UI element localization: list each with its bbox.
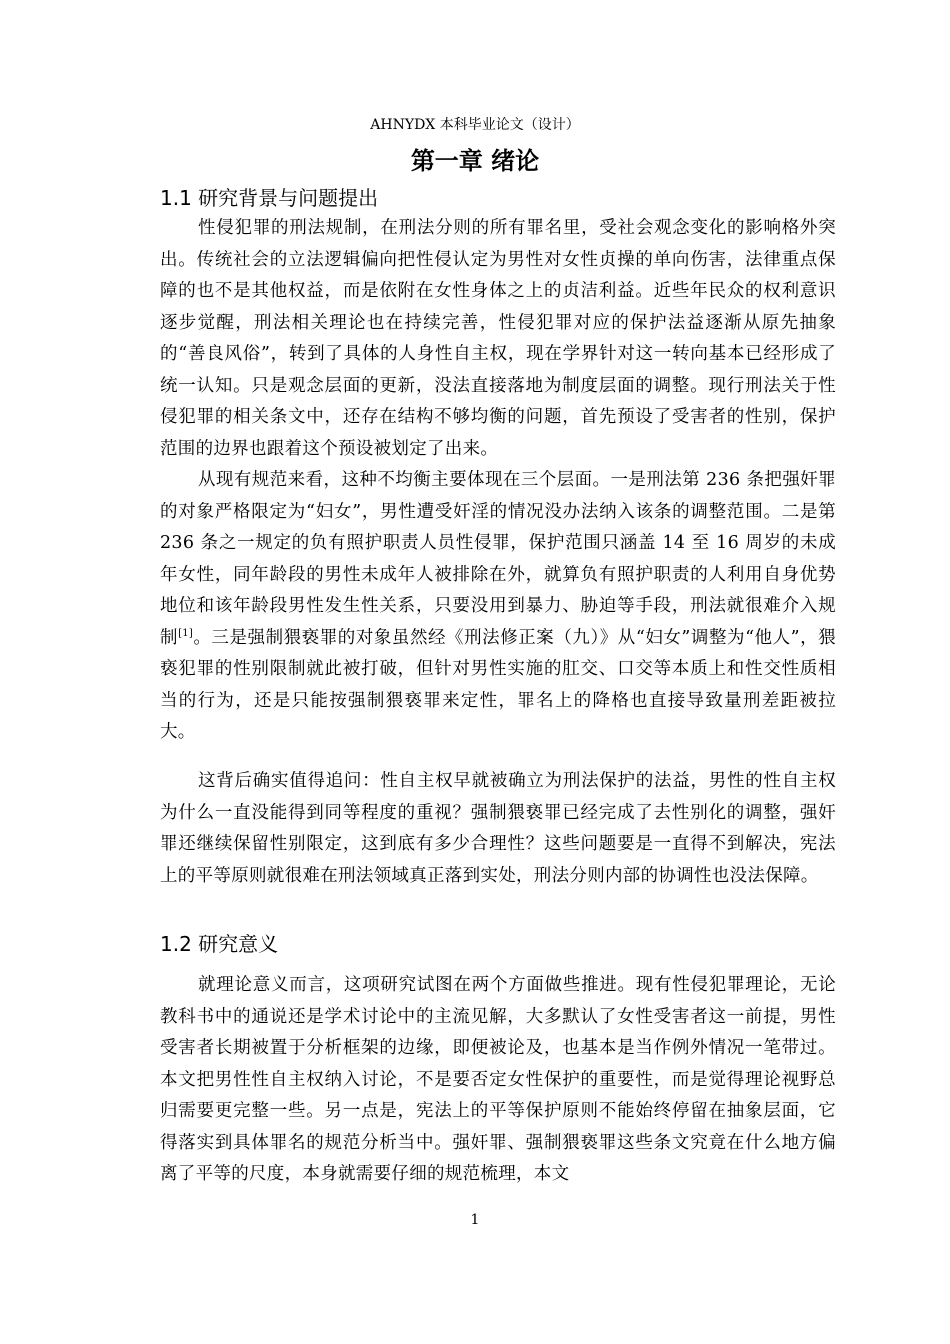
paragraph-4: 就理论意义而言，这项研究试图在两个方面做些推进。现有性侵犯罪理论，无论教科书中的通说还是学术讨论中的主流见解，大多默认了女性受害者这一前提，男性受害者长期被置于分析框架的边缘，即便被论及，也基本是当作例外情况一笔带过。本文把男性性自主权纳入讨论，不是要否定女性保护的重要性，而是觉得理论视野总归需要更完整一些。另一点是，宪法上的平等保护原则不能始终停留在抽象层面，它得落实到具体罪名的规范分析当中。强奸罪、强制猥亵罪这些条文究竟在什么地方偏离了平等的尺度，本身就需要仔细的规范梳理，本文	[160, 975, 836, 1184]
section-heading-1-2: 1.2 研究意义	[160, 932, 279, 956]
paragraph-3: 这背后确实值得追问：性自主权早就被确立为刑法保护的法益，男性的性自主权为什么一直没能得到同等程度的重视？强制猥亵罪已经完成了去性别化的调整，强奸罪还继续保留性别限定，这到底有多少合理性？这些问题要是一直得不到解决，宪法上的平等原则就很难在刑法领域真正落到实处，刑法分则内部的协调性也没法保障。	[160, 771, 836, 886]
paragraph-2-part-b: 。三是强制猥亵罪的对象虽然经《刑法修正案（九）》从“妇女”调整为“他人”，猥亵犯罪的性别限制就此被打破，但针对男性实施的肛交、口交等本质上和性交性质相当的行为，还是只能按强制猥亵罪来定性，罪名上的降格也直接导致量刑差距被拉大。	[160, 627, 836, 742]
chapter-title: 第一章 绪论	[410, 147, 540, 175]
paragraph-1: 性侵犯罪的刑法规制，在刑法分则的所有罪名里，受社会观念变化的影响格外突出。传统社会的立法逻辑偏向把性侵认定为男性对女性贞操的单向伤害，法律重点保障的也不是其他权益，而是依附在女性身体之上的贞洁利益。近些年民众的权利意识逐步觉醒，刑法相关理论也在持续完善，性侵犯罪对应的保护法益逐渐从原先抽象的“善良风俗”，转到了具体的人身性自主权，现在学界针对这一转向基本已经形成了统一认知。只是观念层面的更新，没法直接落地为制度层面的调整。现行刑法关于性侵犯罪的相关条文中，还存在结构不够均衡的问题，首先预设了受害者的性别，保护范围的边界也跟着这个预设被划定了出来。	[160, 218, 836, 459]
paragraph-2	[160, 465, 836, 749]
paragraph-2-part-a: 从现有规范来看，这种不均衡主要体现在三个层面。一是刑法第 236 条把强奸罪的对象严格限定为“妇女”，男性遭受奸淫的情况没办法纳入该条的调整范围。二是第 236 条之一规定的负有照护职责人员性侵罪，保护范围只涵盖 14 至 16 周岁的未成年女性，同年龄段的男性未成年人被排除在外，就算负有照护职责的人利用自身优势地位和该年龄段男性发生性关系，只要没用到暴力、胁迫等手段，刑法就很难介入规制	[160, 470, 836, 648]
section-heading-1-1: 1.1 研究背景与问题提出	[160, 186, 379, 210]
page-header: AHNYDX 本科毕业论文（设计）	[370, 117, 580, 133]
citation-ref[interactable]: [1]	[178, 627, 194, 639]
page-number: 1	[470, 1212, 480, 1228]
